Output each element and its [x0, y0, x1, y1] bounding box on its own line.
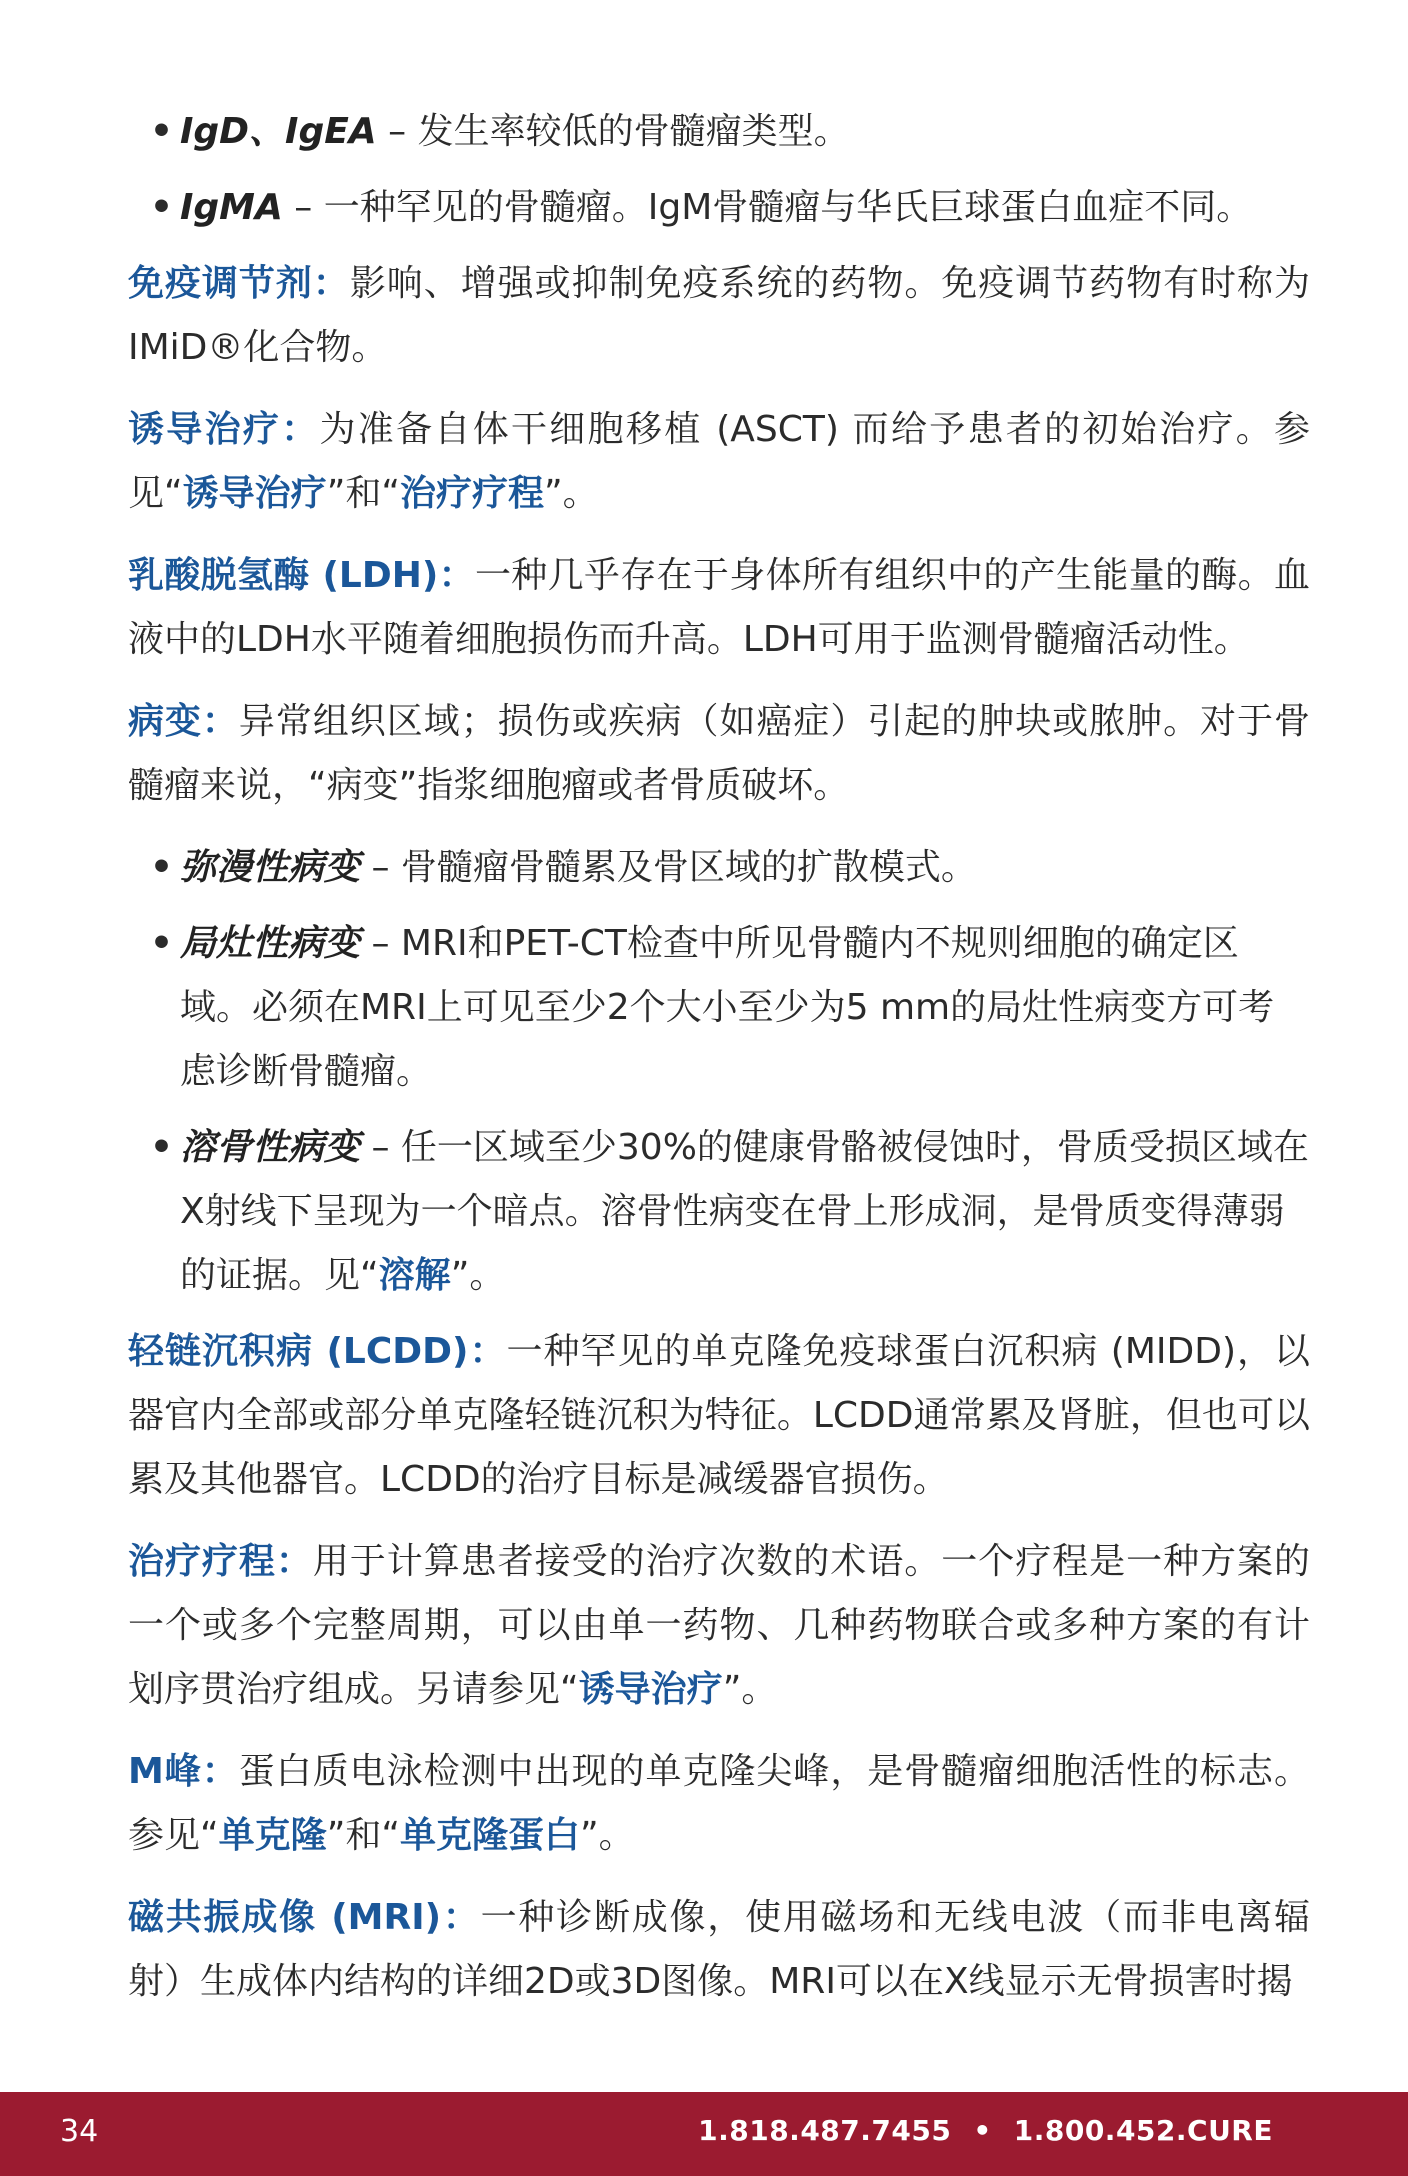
footer-phone-numbers: [698, 2114, 1273, 2147]
phone-number-toll-free: 1.800.452.CURE: [1013, 2114, 1273, 2147]
entry-definition: 一种几乎存在于身体所有组织中的产生能量的酶。血液中的LDH水平随着细胞损伤而升高。LDH可用于监测骨髓瘤活动性。: [128, 555, 1310, 660]
glossary-entry-induction: 诱导治疗：为准备自体干细胞移植 (ASCT) 而给予患者的初始治疗。参见“诱导治疗”和“治疗疗程”。: [128, 409, 1310, 514]
glossary-content: [128, 100, 1310, 2032]
entry-definition: 为准备自体干细胞移植 (ASCT) 而给予患者的初始治疗。参见: [128, 409, 1310, 514]
bullet-term: 弥漫性病变: [180, 847, 361, 888]
glossary-entry-m-spike: M峰：蛋白质电泳检测中出现的单克隆尖峰，是骨髓瘤细胞活性的标志。参见“单克隆”和“单克隆蛋白”。: [128, 1751, 1310, 1856]
separator-bullet: •: [973, 2114, 992, 2147]
glossary-bullet-diffuse: • 弥漫性病变 – 骨髓瘤骨髓累及骨区域的扩散模式。: [180, 836, 1310, 900]
bullet-dot: •: [150, 847, 174, 888]
glossary-entry-treatment-course: 治疗疗程：用于计算患者接受的治疗次数的术语。一个疗程是一种方案的一个或多个完整周期，可以由单一药物、几种药物联合或多种方案的有计划序贯治疗组成。另请参见“诱导治疗”。: [128, 1541, 1310, 1710]
entry-definition: 用于计算患者接受的治疗次数的术语。一个疗程是一种方案的一个或多个完整周期，可以由单一药物、几种药物联合或多种方案的有计划序贯治疗组成。另请参见: [128, 1541, 1310, 1710]
bullet-term: IgD、IgEA: [180, 111, 377, 152]
entry-definition: 一种诊断成像，使用磁场和无线电波（而非电离辐射）生成体内结构的详细2D或3D图像。MRI可以在X线显示无骨损害时揭: [128, 1897, 1310, 2002]
bullet-text: 任一区域至少30%的健康骨骼被侵蚀时，骨质受损区域在X射线下呈现为一个暗点。溶骨性病变在骨上形成洞，是骨质变得薄弱的证据。见: [180, 1127, 1309, 1296]
bullet-text: 发生率较低的骨髓瘤类型。: [417, 111, 850, 152]
glossary-entry-lcdd: [128, 1320, 1310, 1512]
entry-term: 病变：: [128, 701, 239, 742]
glossary-entry-mri: [128, 1886, 1310, 2014]
glossary-bullet-lytic: • 溶骨性病变 – 任一区域至少30%的健康骨骼被侵蚀时，骨质受损区域在X射线下呈现为一个暗点。溶骨性病变在骨上形成洞，是骨质变得薄弱的证据。见“溶解”。: [180, 1116, 1310, 1308]
glossary-bullet-focal: • 局灶性病变 – MRI和PET-CT检查中所见骨髓内不规则细胞的确定区域。必须在MRI上可见至少2个大小至少为5 mm的局灶性病变方可考虑诊断骨髓瘤。: [180, 912, 1310, 1104]
entry-definition: 一种罕见的单克隆免疫球蛋白沉积病 (MIDD)，以器官内全部或部分单克隆轻链沉积为特征。LCDD通常累及肾脏，但也可以累及其他器官。LCDD的治疗目标是减缓器官损伤。: [128, 1331, 1310, 1500]
entry-definition: 影响、增强或抑制免疫系统的药物。免疫调节药物有时称为IMiD®化合物。: [128, 263, 1310, 368]
bullet-text: MRI和PET-CT检查中所见骨髓内不规则细胞的确定区域。必须在MRI上可见至少2个大小至少为5 mm的局灶性病变方可考虑诊断骨髓瘤。: [180, 923, 1275, 1092]
cross-reference-link[interactable]: 治疗疗程: [400, 473, 545, 514]
glossary-bullet-igd: • IgD、IgEA – 发生率较低的骨髓瘤类型。: [180, 100, 1310, 164]
entry-term: 磁共振成像 (MRI)：: [128, 1897, 481, 1938]
page-number: 34: [60, 2114, 99, 2149]
entry-term: 轻链沉积病 (LCDD)：: [128, 1331, 507, 1372]
glossary-bullet-igm: • IgMA – 一种罕见的骨髓瘤。IgM骨髓瘤与华氏巨球蛋白血症不同。: [180, 176, 1310, 240]
entry-definition: 蛋白质电泳检测中出现的单克隆尖峰，是骨髓瘤细胞活性的标志。参见: [128, 1751, 1310, 1856]
glossary-entry-ldh: [128, 544, 1310, 672]
bullet-term: IgMA: [180, 187, 283, 228]
page-footer: [0, 2092, 1408, 2176]
entry-term: M峰：: [128, 1751, 239, 1792]
entry-definition: 异常组织区域；损伤或疾病（如癌症）引起的肿块或脓肿。对于骨髓瘤来说，“病变”指浆细胞瘤或者骨质破坏。: [128, 701, 1310, 806]
bullet-text: 骨髓瘤骨髓累及骨区域的扩散模式。: [400, 847, 977, 888]
bullet-text: 一种罕见的骨髓瘤。IgM骨髓瘤与华氏巨球蛋白血症不同。: [323, 187, 1253, 228]
entry-term: 免疫调节剂：: [128, 263, 350, 304]
cross-reference-link[interactable]: 溶解: [378, 1255, 451, 1296]
bullet-dot: •: [150, 111, 174, 152]
cross-reference-link[interactable]: 单克隆: [218, 1815, 327, 1856]
glossary-entry-immunomodulator: [128, 252, 1310, 380]
bullet-term: 溶骨性病变: [180, 1127, 361, 1168]
entry-term: 治疗疗程：: [128, 1541, 313, 1582]
cross-reference-link[interactable]: 诱导治疗: [182, 473, 327, 514]
bullet-term: 局灶性病变: [180, 923, 361, 964]
cross-reference-link[interactable]: 诱导治疗: [578, 1669, 723, 1710]
bullet-dot: •: [150, 923, 174, 964]
glossary-entry-lesion: [128, 690, 1310, 818]
bullet-dot: •: [150, 1127, 174, 1168]
entry-term: 乳酸脱氢酶 (LDH)：: [128, 555, 475, 596]
entry-term: 诱导治疗：: [128, 409, 320, 450]
cross-reference-link[interactable]: 单克隆蛋白: [400, 1815, 581, 1856]
phone-number: 1.818.487.7455: [698, 2114, 952, 2147]
bullet-dot: •: [150, 187, 174, 228]
